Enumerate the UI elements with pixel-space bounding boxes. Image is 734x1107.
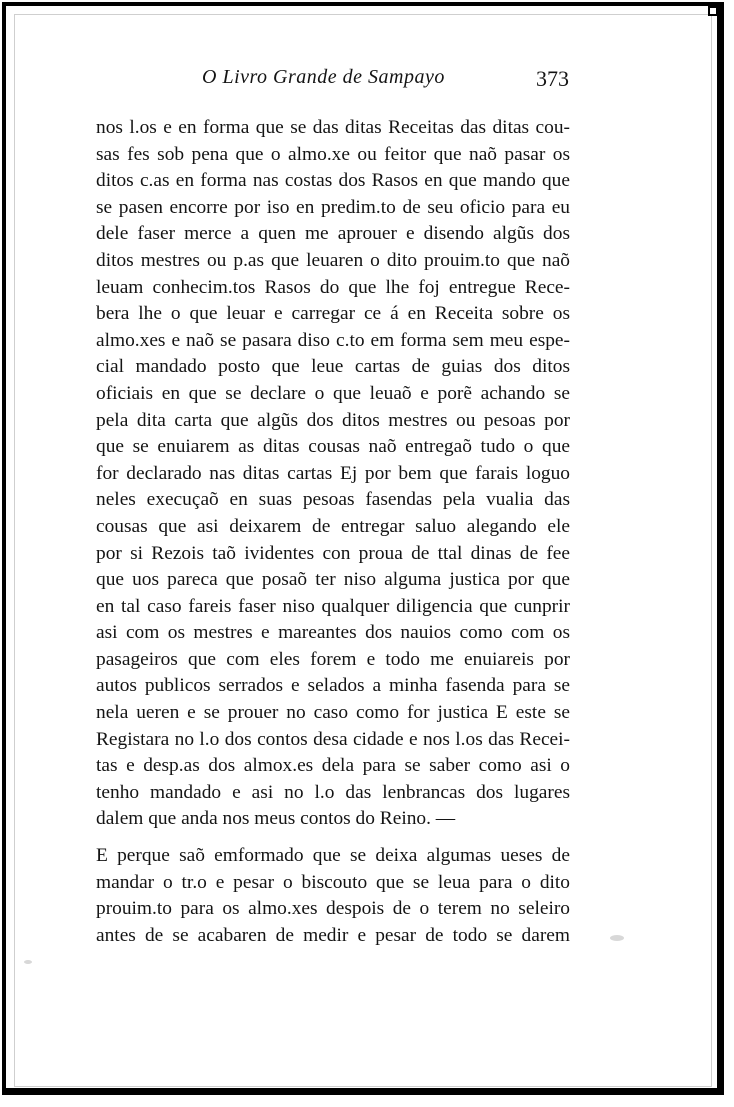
text-line: se pasen encorre por iso en predim.to de seu oficio para eu [96, 196, 570, 218]
text-line: autos publicos serrados e selados a minha fasenda para se [96, 675, 570, 697]
text-line: nos l.os e en forma que se das ditas Receitas das ditas cou- [96, 117, 570, 138]
paper-speck [24, 960, 32, 964]
text-line: mandar o tr.o e pesar o biscouto que se leua para o dito [96, 871, 570, 893]
text-line: sas fes sob pena que o almo.xe ou feitor que naõ pasar os [96, 143, 570, 165]
running-head-title: O Livro Grande de Sampayo [202, 66, 445, 88]
text-line: oficiais en que se declare o que leuaõ e porẽ achando se [96, 382, 570, 404]
text-line: asi com os mestres e mareantes dos nauios como com os [96, 622, 570, 644]
paper-speck [610, 935, 624, 941]
text-line: pela dita carta que algũs dos ditos mestres ou pesoas por [96, 409, 570, 431]
text-line: nela ueren e se prouer no caso como for justica E este se [96, 702, 570, 724]
text-line: dele faser merce a quen me aprouer e disendo algũs dos [96, 223, 570, 245]
text-line: prouim.to para os almo.xes despois de o terem no seleiro [96, 898, 570, 920]
paragraph-1 [96, 115, 570, 833]
text-line: bera lhe o que leuar e carregar ce á en Receita sobre os [96, 303, 570, 325]
text-line: tenho mandado e asi no l.o das lenbrancas dos lugares [96, 781, 570, 803]
text-line: ditos mestres ou p.as que leuaren o dito prouim.to que naõ [96, 249, 570, 271]
text-line: que se enuiarem as ditas cousas naõ entregaõ tudo o que [96, 436, 570, 458]
text-line: cousas que asi deixarem de entregar saluo alegando ele [96, 515, 570, 537]
page-number: 373 [536, 66, 569, 91]
text-line: Registara no l.o dos contos desa cidade e nos l.os das Recei- [96, 728, 570, 750]
text-line: ditos c.as en forma nas costas dos Rasos en que mando que [96, 170, 570, 192]
text-line: neles execuçaõ en suas pesoas fasendas pela vualia das [96, 489, 570, 511]
paragraph-2 [96, 843, 570, 949]
text-line-last: dalem que anda nos meus contos do Reino. — [96, 808, 456, 830]
text-line: cial mandado posto que leue cartas de guias dos ditos [96, 356, 570, 378]
text-line: pasageiros que com eles forem e todo me enuiareis por [96, 648, 570, 670]
corner-mark [708, 6, 718, 16]
text-line: en tal caso fareis faser niso qualquer diligencia que cunprir [96, 595, 570, 617]
text-line: for declarado nas ditas cartas Ej por bem que farais loguo [96, 462, 570, 484]
text-line: que uos pareca que posaõ ter niso alguma justica por que [96, 569, 570, 591]
text-line: almo.xes e naõ se pasara diso c.to em forma sem meu espe- [96, 329, 570, 351]
text-line: por si Rezois taõ ividentes con proua de ttal dinas de fee [96, 542, 570, 564]
text-line: antes de se acabaren de medir e pesar de todo se darem [96, 924, 570, 946]
text-line: E perque saõ emformado que se deixa algumas ueses de [96, 845, 570, 866]
text-line: tas e desp.as dos almox.es dela para se saber como asi o [96, 755, 570, 777]
text-line: leuam conhecim.tos Rasos do que lhe foj entregue Rece- [96, 276, 570, 298]
